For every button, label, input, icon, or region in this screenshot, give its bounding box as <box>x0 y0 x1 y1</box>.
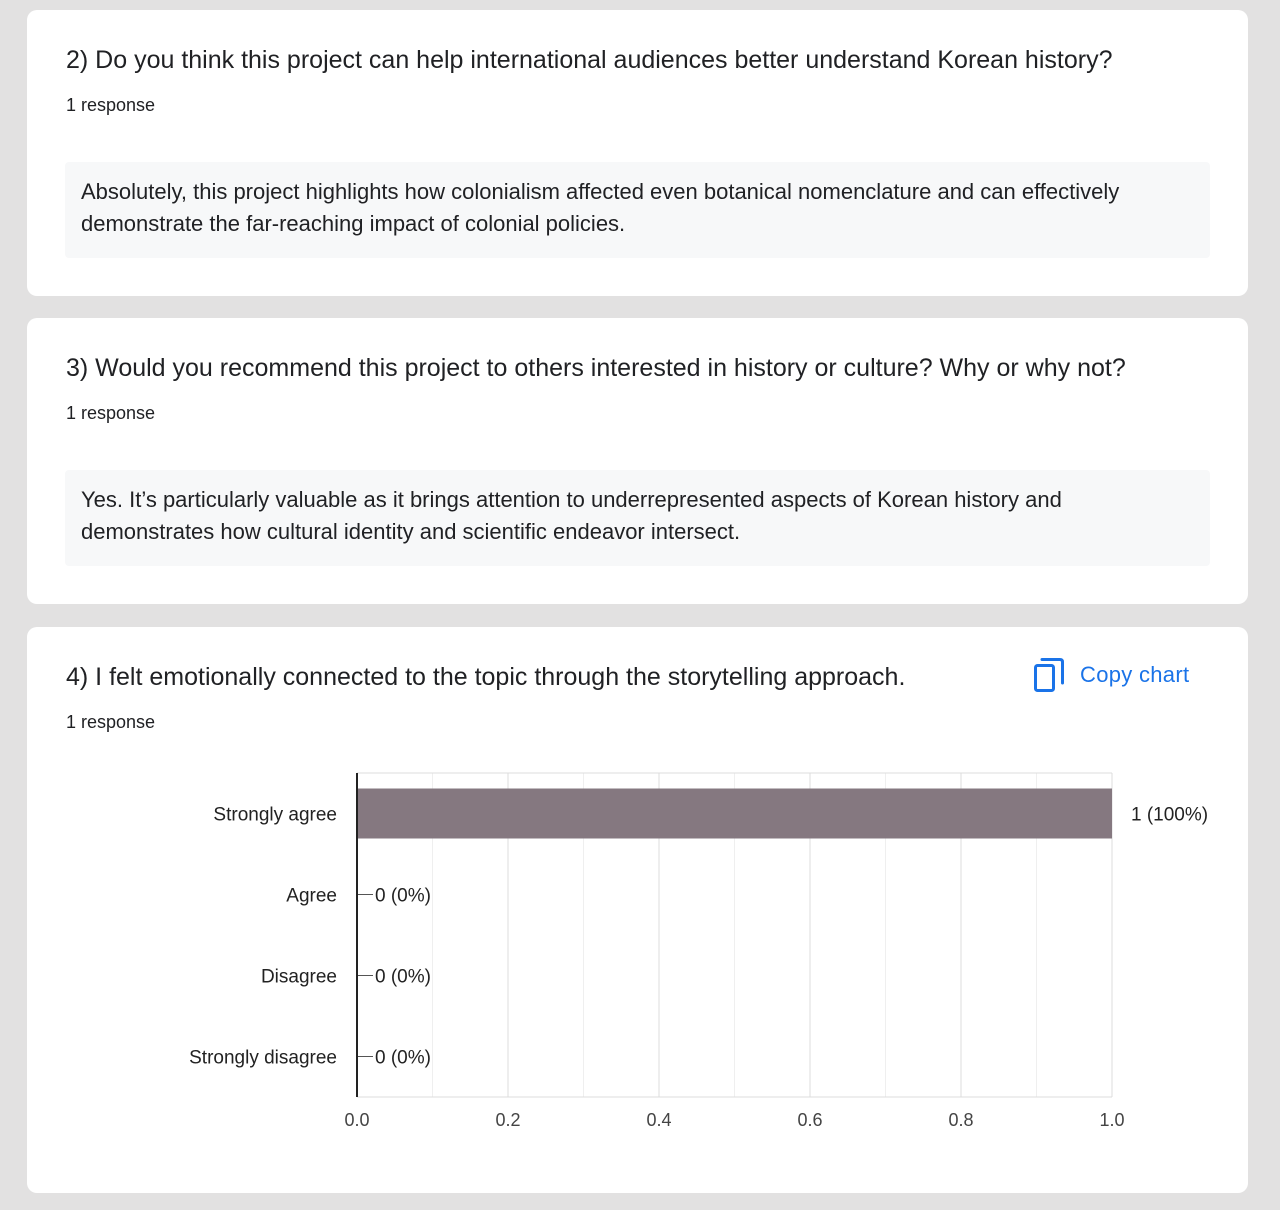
response-count: 1 response <box>66 403 156 423</box>
x-tick-label: 0.6 <box>797 1110 823 1130</box>
question-card-3 <box>27 318 1248 604</box>
x-tick-label: 0.0 <box>344 1110 370 1130</box>
response-text: Yes. It’s particularly valuable as it brings attention to underrepresented aspects of Korean history and demonstrates how cultural identity and scientific endeavor intersect. <box>65 470 1210 566</box>
x-tick-label: 0.8 <box>948 1110 974 1130</box>
category-label: Disagree <box>260 966 337 988</box>
copy-chart-label: Copy chart <box>1080 662 1190 687</box>
data-label: 0 (0%) <box>375 966 431 988</box>
x-tick-label: 0.4 <box>646 1110 672 1130</box>
copy-icon <box>1034 658 1064 692</box>
category-label: Strongly disagree <box>189 1047 337 1069</box>
question-card-2 <box>27 10 1248 296</box>
bar <box>357 789 1112 839</box>
copy-chart-button[interactable] <box>1034 655 1189 695</box>
question-card-4 <box>27 627 1248 1193</box>
response-count: 1 response <box>66 712 156 732</box>
data-label: 1 (100%) <box>1131 804 1209 826</box>
response-count: 1 response <box>66 95 156 115</box>
data-label: 0 (0%) <box>375 885 431 907</box>
data-label: 0 (0%) <box>375 1047 431 1069</box>
question-title: 3) Would you recommend this project to others interested in history or culture? Why or why not? <box>66 354 1126 382</box>
category-label: Strongly agree <box>213 804 337 826</box>
x-tick-label: 0.2 <box>495 1110 521 1130</box>
question-title: 4) I felt emotionally connected to the topic through the storytelling approach. <box>66 663 906 691</box>
bar-chart <box>27 627 1248 1193</box>
x-tick-label: 1.0 <box>1099 1110 1125 1130</box>
category-label: Agree <box>286 885 337 907</box>
question-title: 2) Do you think this project can help international audiences better understand Korean history? <box>66 46 1113 74</box>
response-text: Absolutely, this project highlights how colonialism affected even botanical nomenclature and can effectively demonstrate the far-reaching impact of colonial policies. <box>65 162 1210 258</box>
